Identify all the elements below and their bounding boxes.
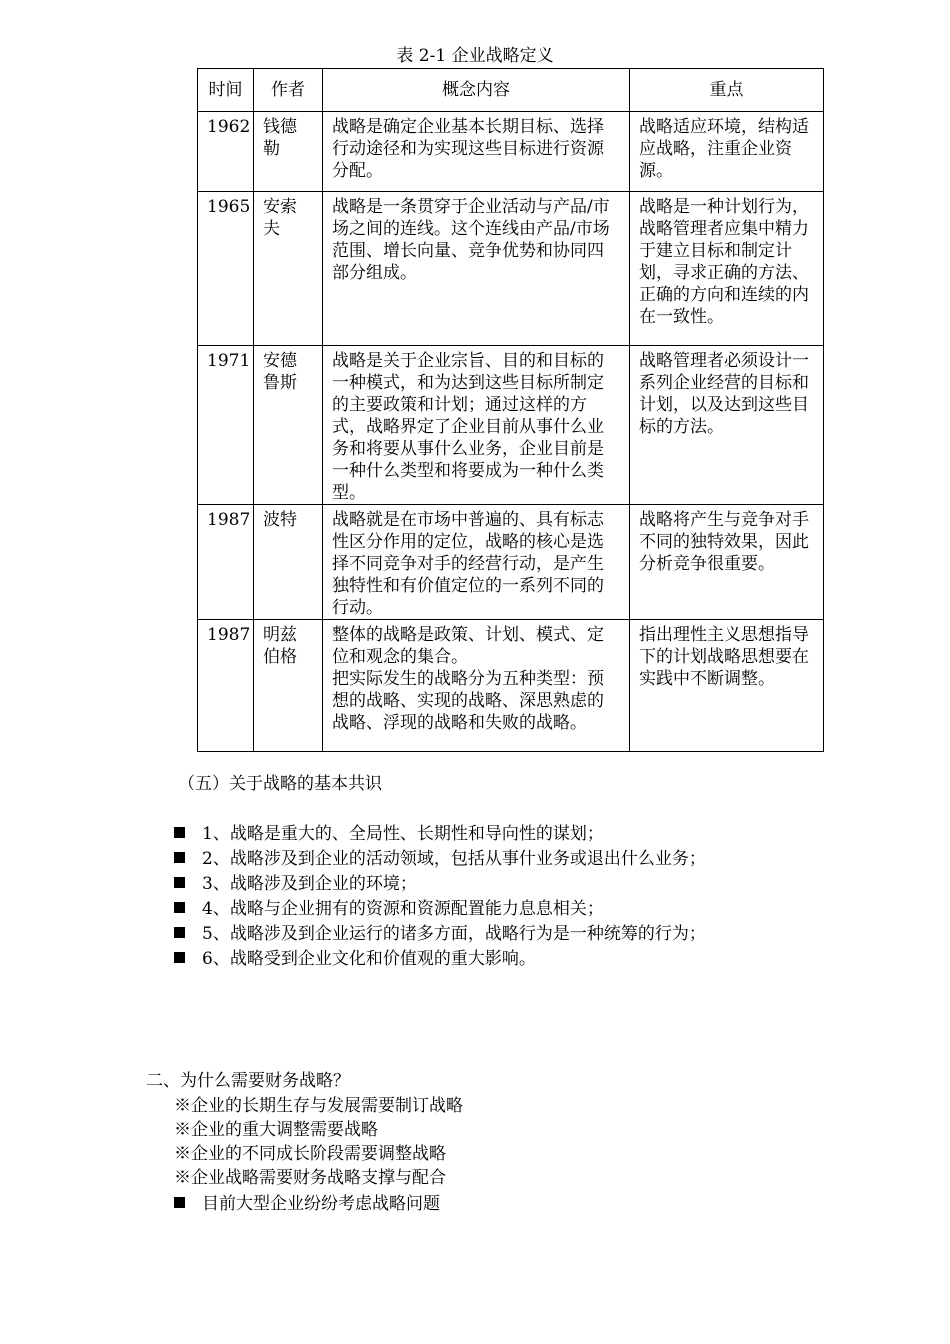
why-finance-heading: 二、为什么需要财务战略？ (146, 1071, 350, 1091)
cell-concept (323, 620, 630, 752)
list-item: 4、战略与企业拥有的资源和资源配置能力息息相关； (174, 897, 706, 922)
cell-author: 钱德勒 (254, 112, 323, 192)
square-bullet-icon (174, 877, 185, 888)
header-concept: 概念内容 (323, 69, 630, 112)
concept-line-1: 整体的战略是政策、计划、模式、定位和观念的集合。 (332, 625, 604, 667)
list-item: 6、战略受到企业文化和价值观的重大影响。 (174, 947, 706, 972)
list-item: 2、战略涉及到企业的活动领域，包括从事什业务或退出什么业务； (174, 847, 706, 872)
list-item: ※企业战略需要财务战略支撑与配合 (174, 1168, 446, 1188)
table-row (198, 346, 824, 505)
cell-concept: 战略是一条贯穿于企业活动与产品/市场之间的连线。这个连线由产品/市场范围、增长向量、竞争优势和协同四部分组成。 (323, 192, 630, 346)
consensus-title: （五）关于战略的基本共识 (178, 774, 382, 794)
consensus-list (174, 822, 706, 972)
square-bullet-icon (174, 1197, 185, 1208)
square-bullet-icon (174, 952, 185, 963)
concept-line-2: 把实际发生的战略分为五种类型：预想的战略、实现的战略、深思熟虑的战略、浮现的战略和失败的战略。 (332, 669, 604, 733)
header-time: 时间 (198, 69, 254, 112)
cell-concept: 战略是确定企业基本长期目标、选择行动途径和为实现这些目标进行资源分配。 (323, 112, 630, 192)
list-item: 3、战略涉及到企业的环境； (174, 872, 706, 897)
list-item: ※企业的不同成长阶段需要调整战略 (174, 1144, 446, 1164)
cell-author: 波特 (254, 505, 323, 620)
cell-focus: 战略管理者必须设计一系列企业经营的目标和计划，以及达到这些目标的方法。 (630, 346, 824, 505)
cell-year: 1987 (198, 505, 254, 620)
table-caption: 表 2-1 企业战略定义 (396, 46, 554, 66)
cell-focus: 战略是一种计划行为，战略管理者应集中精力于建立目标和制定计划，寻求正确的方法、正确的方向和连续的内在一致性。 (630, 192, 824, 346)
list-item: ※企业的重大调整需要战略 (174, 1120, 378, 1140)
square-bullet-icon (174, 927, 185, 938)
list-item: ※企业的长期生存与发展需要制订战略 (174, 1096, 463, 1116)
large-enterprise-item: 目前大型企业纷纷考虑战略问题 (174, 1192, 440, 1216)
strategy-definition-table (197, 68, 824, 752)
cell-author: 明兹伯格 (254, 620, 323, 752)
cell-year: 1971 (198, 346, 254, 505)
header-focus: 重点 (630, 69, 824, 112)
cell-year: 1965 (198, 192, 254, 346)
cell-author: 安索夫 (254, 192, 323, 346)
square-bullet-icon (174, 902, 185, 913)
list-item: 5、战略涉及到企业运行的诸多方面，战略行为是一种统筹的行为； (174, 922, 706, 947)
square-bullet-icon (174, 852, 185, 863)
table-row (198, 112, 824, 192)
cell-concept: 战略就是在市场中普遍的、具有标志性区分作用的定位，战略的核心是选择不同竞争对手的经营行动，是产生独特性和有价值定位的一系列不同的行动。 (323, 505, 630, 620)
reasons-list (174, 1094, 463, 1190)
table-row (198, 620, 824, 752)
cell-focus: 战略将产生与竞争对手不同的独特效果，因此分析竞争很重要。 (630, 505, 824, 620)
cell-year: 1987 (198, 620, 254, 752)
header-author: 作者 (254, 69, 323, 112)
cell-focus: 战略适应环境，结构适应战略，注重企业资源。 (630, 112, 824, 192)
cell-year: 1962 (198, 112, 254, 192)
cell-author: 安德鲁斯 (254, 346, 323, 505)
list-item: 1、战略是重大的、全局性、长期性和导向性的谋划； (174, 822, 706, 847)
cell-concept: 战略是关于企业宗旨、目的和目标的一种模式，和为达到这些目标所制定的主要政策和计划；通过这样的方式，战略界定了企业目前从事什么业务和将要从事什么业务，企业目前是一种什么类型和将要成为一种什么类型。 (323, 346, 630, 505)
cell-focus: 指出理性主义思想指导下的计划战略思想要在实践中不断调整。 (630, 620, 824, 752)
square-bullet-icon (174, 827, 185, 838)
table-row (198, 505, 824, 620)
table-header-row (198, 69, 824, 112)
table-row (198, 192, 824, 346)
